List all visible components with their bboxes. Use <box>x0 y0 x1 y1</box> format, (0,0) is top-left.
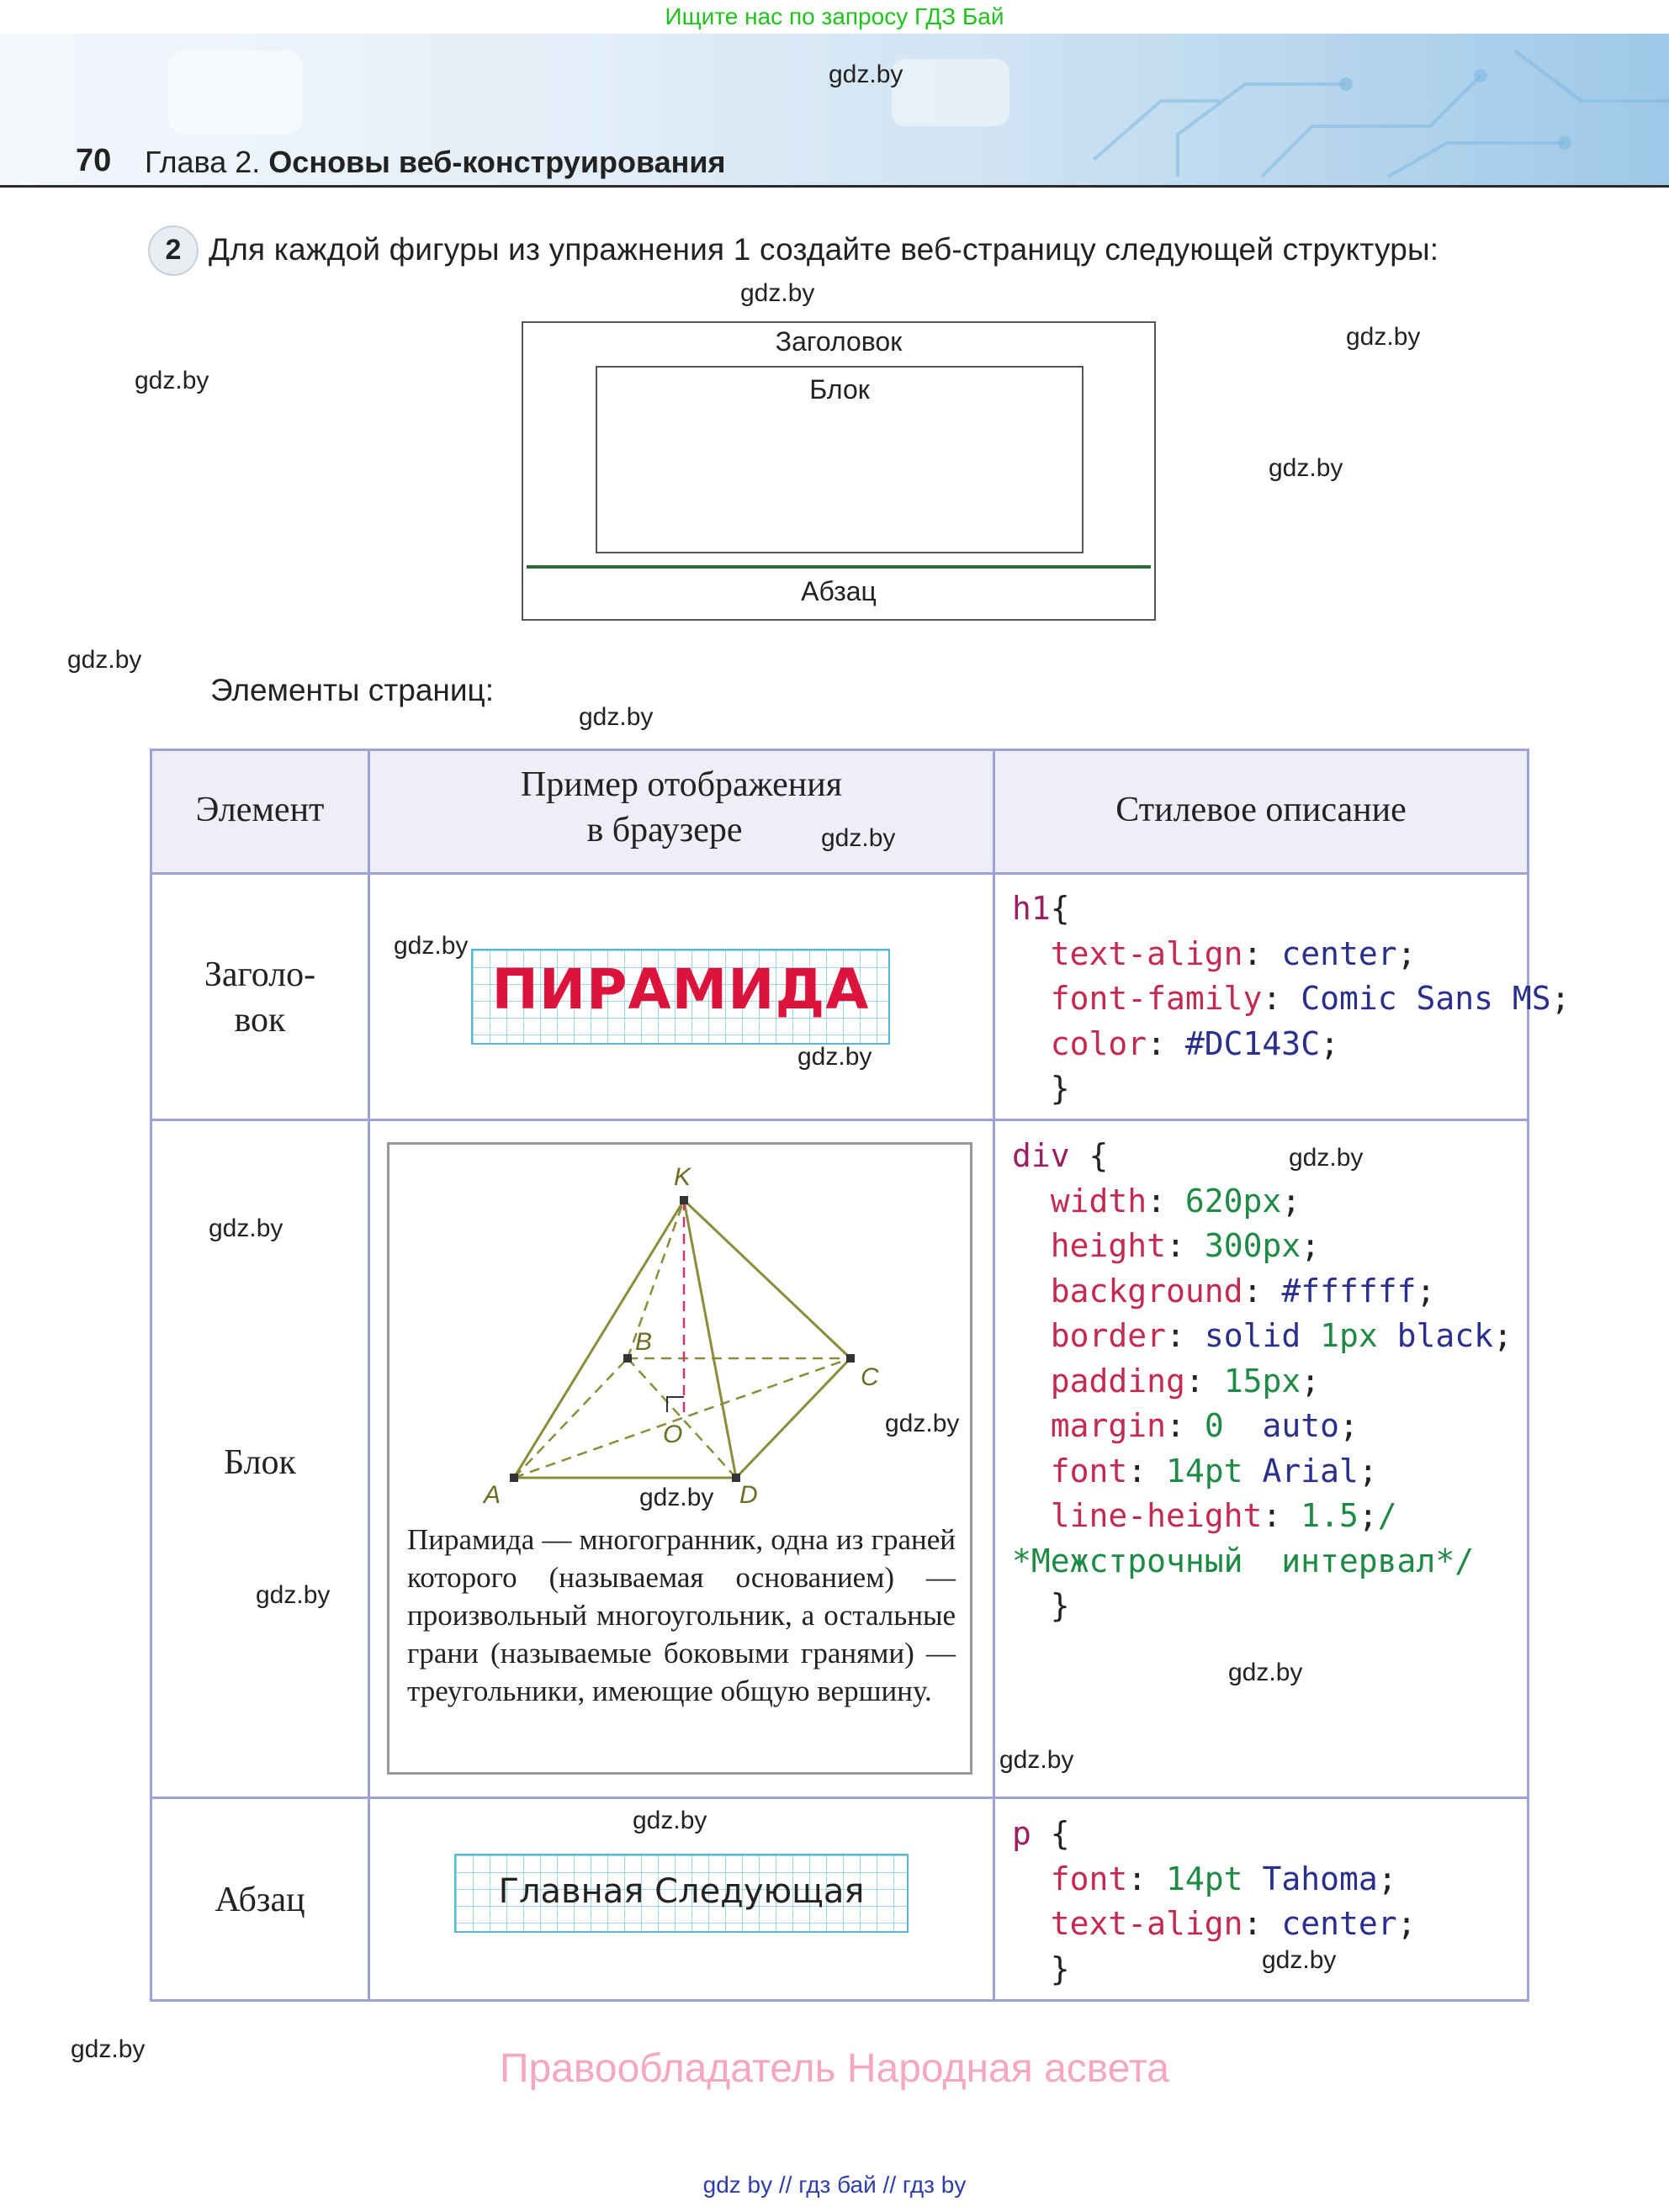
vertex-d-label: D <box>739 1481 758 1509</box>
table-rule <box>150 1119 1529 1121</box>
watermark: gdz.by <box>821 824 896 852</box>
css-property: text-align <box>1050 934 1243 972</box>
pyramid-figure <box>389 1145 970 1515</box>
heading-css-code: h1{ text-align: center; font-family: Comic Sans MS; color: #DC143C; } <box>1012 890 1571 1107</box>
watermark: gdz.by <box>394 932 469 960</box>
css-property: background <box>1050 1272 1243 1310</box>
block-css-code: div { width: 620px; height: 300px; background: #ffffff; border: solid 1px black; padding: 15px; margin: 0 auto; font: 14pt Arial; line-height: 1.5;/ *Межстрочный интервал*/ } <box>1012 1137 1513 1624</box>
css-value: 14pt <box>1166 1452 1243 1490</box>
watermark: gdz.by <box>67 646 142 674</box>
vertex-a-point <box>510 1474 518 1482</box>
css-property: font <box>1050 1452 1128 1490</box>
page-number: 70 <box>76 143 112 178</box>
paragraph-css-code: p { font: 14pt Tahoma; text-align: center; } <box>1012 1815 1417 1987</box>
watermark: gdz.by <box>633 1807 707 1834</box>
css-selector: p <box>1012 1815 1031 1852</box>
vertex-b-label: B <box>635 1328 653 1356</box>
copyright-notice: Правообладатель Народная асвета <box>500 2046 1169 2091</box>
diagram-heading-label: Заголовок <box>775 326 903 357</box>
watermark: gdz.by <box>999 1746 1074 1774</box>
watermark: gdz.by <box>1346 323 1421 351</box>
watermark: gdz.by <box>797 1043 872 1071</box>
css-value: black <box>1396 1317 1494 1354</box>
watermark: gdz.by <box>639 1484 714 1511</box>
elements-heading: Элементы страниц: <box>210 673 494 707</box>
css-comment: *Межстрочный интервал*/ <box>1012 1542 1475 1580</box>
css-value: auto <box>1262 1407 1339 1444</box>
header-style: Стилевое описание <box>1115 791 1407 829</box>
css-value: #ffffff <box>1281 1272 1417 1310</box>
watermark: gdz.by <box>71 2035 146 2063</box>
watermark: gdz.by <box>135 367 209 394</box>
css-brace: { <box>1089 1137 1109 1174</box>
paragraph-sample-text: Главная Следующая <box>498 1872 865 1911</box>
css-value: 300px <box>1204 1227 1301 1264</box>
vertex-b-point <box>623 1354 632 1363</box>
css-property: border <box>1050 1317 1167 1354</box>
css-brace: } <box>1050 1070 1070 1107</box>
css-value: Comic Sans MS <box>1301 980 1551 1017</box>
css-property: color <box>1050 1024 1147 1062</box>
heading-sample-text: ПИРАМИДА <box>491 957 870 1022</box>
watermark: gdz.by <box>1269 454 1343 482</box>
css-brace: } <box>1050 1950 1070 1987</box>
chapter-name: Основы веб-конструирования <box>268 145 726 179</box>
vertex-a-label: A <box>484 1481 501 1509</box>
table-rule <box>368 749 370 2002</box>
exercise-number-badge: 2 <box>148 225 199 276</box>
css-brace: } <box>1050 1587 1070 1624</box>
css-value: 15px <box>1223 1362 1301 1400</box>
header-rule <box>0 185 1669 188</box>
row-heading-label-line2: вок <box>234 1001 286 1040</box>
top-search-banner: Ищите нас по запросу ГДЗ Бай <box>665 3 1004 29</box>
vertex-k-label: K <box>674 1163 691 1191</box>
css-value: 14pt <box>1166 1860 1243 1897</box>
watermark: gdz.by <box>1262 1946 1337 1974</box>
diagram-block-label: Блок <box>809 374 870 405</box>
chapter-prefix: Глава 2. <box>145 145 261 179</box>
header-element: Элемент <box>195 791 325 829</box>
diagram-paragraph-label: Абзац <box>801 576 877 606</box>
css-selector: h1 <box>1012 890 1051 927</box>
watermark: gdz.by <box>579 703 654 731</box>
css-value: Arial <box>1262 1452 1359 1490</box>
row-paragraph-label: Абзац <box>215 1881 305 1919</box>
header-example-line1: Пример отображения <box>520 765 843 804</box>
vertex-o-label: O <box>663 1421 683 1448</box>
edge-dc <box>736 1358 850 1478</box>
css-property: width <box>1050 1182 1147 1220</box>
css-brace: { <box>1050 890 1070 927</box>
css-value: #DC143C <box>1184 1024 1321 1062</box>
css-comment: / <box>1377 1497 1397 1534</box>
footer-links: gdz by // гдз бай // гдз by <box>702 2172 967 2198</box>
css-property: text-align <box>1050 1905 1243 1942</box>
chapter-title <box>145 145 726 180</box>
table-rule <box>993 749 995 2002</box>
css-property: line-height <box>1050 1497 1263 1534</box>
watermark: gdz.by <box>256 1581 331 1609</box>
table-rule <box>150 872 1529 875</box>
header-example-line2: в браузере <box>586 811 743 849</box>
css-value: center <box>1281 1905 1397 1942</box>
css-value: solid <box>1204 1317 1301 1354</box>
row-heading-label-line1: Заголо- <box>204 955 316 994</box>
watermark: gdz.by <box>209 1214 283 1242</box>
vertex-c-label: C <box>861 1363 879 1391</box>
diag-ac <box>514 1358 850 1478</box>
css-value: Tahoma <box>1262 1860 1378 1897</box>
vertex-k-point <box>680 1196 688 1204</box>
edge-ka <box>514 1200 684 1478</box>
table-rule <box>150 1797 1529 1799</box>
exercise-text: Для каждой фигуры из упражнения 1 создайте веб-страницу следующей структуры: <box>209 232 1439 267</box>
css-value: 620px <box>1184 1182 1282 1220</box>
css-selector: div <box>1012 1137 1070 1174</box>
watermark: gdz.by <box>1289 1144 1364 1172</box>
watermark: gdz.by <box>1228 1659 1303 1686</box>
css-property: font-family <box>1050 980 1263 1017</box>
watermark: gdz.by <box>885 1410 960 1437</box>
css-property: font <box>1050 1860 1128 1897</box>
watermark: gdz.by <box>740 279 815 307</box>
css-value: center <box>1281 934 1397 972</box>
watermark: gdz.by <box>829 61 903 88</box>
css-value: 1.5 <box>1301 1497 1359 1534</box>
row-block-label: Блок <box>224 1443 296 1482</box>
vertex-c-point <box>846 1354 855 1363</box>
css-value: 0 <box>1204 1407 1224 1444</box>
css-property: margin <box>1050 1407 1167 1444</box>
css-brace: { <box>1050 1815 1070 1852</box>
css-property: height <box>1050 1227 1167 1264</box>
css-value: 1px <box>1320 1317 1378 1354</box>
pyramid-definition: Пирамида — многогранник, одна из граней которого (называемая основанием) — произвольный многоугольник, а остальные грани (называемые боковыми гранями) — треугольники, имеющие общую вершину. <box>407 1523 956 1707</box>
diagram-divider <box>527 565 1151 569</box>
edge-ab <box>514 1358 628 1478</box>
css-property: padding <box>1050 1362 1185 1400</box>
